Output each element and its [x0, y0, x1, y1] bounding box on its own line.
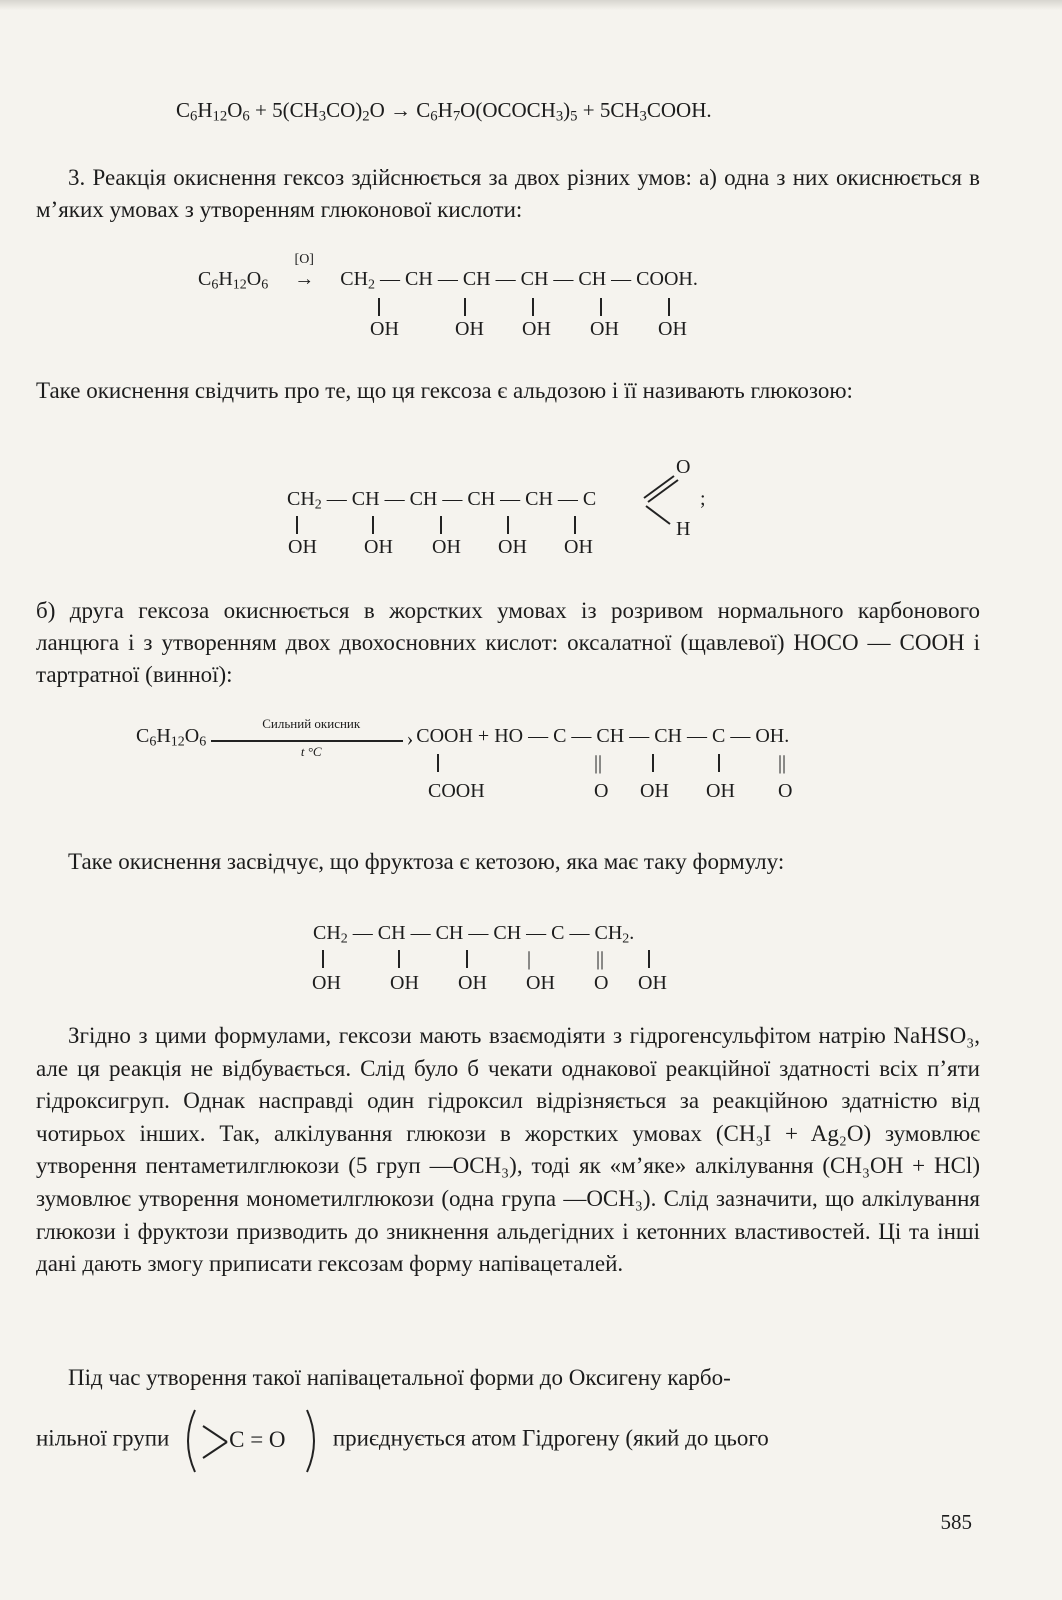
carbonyl-group: C = O — [181, 1420, 321, 1460]
paragraph-aldose: Таке окиснення свідчить про те, що ця гексоза є альдозою і її називають глюкозою: — [36, 378, 853, 403]
page-number: 585 — [940, 1510, 972, 1534]
temperature-label: t °C — [300, 744, 322, 759]
fructose-structure: $CH_2$ — CH — CH — CH — C — $CH_2$. — [313, 922, 635, 947]
acetylation-equation: $C_6H_{12}O_6 + 5(CH_3CO)_2O$ → $C_6H_7O(OCOCH_3)_5$ + $5CH_3COOH$. — [176, 98, 712, 125]
mild-oxidation-scheme: $C_6H_{12}O_6$ [O] → $CH_2$ — CH — CH — CH — CH — COOH. — [198, 252, 698, 293]
paragraph-hemiacetal: Згідно з цими формулами, гексози мають взаємодіяти з гідрогенсульфітом натрію NaHSO₃, але ця реакція не відбувається. Слід було б чекати однакової реакційної здатності всіх п’яти гідроксигруп. Однак насправді один гідроксил відрізняється за реакційною здатністю від чотирьох інших. Так, алкілування глюкози в жорстких умовах (CH₃I + Ag₂O) зумовлює утворення пентаметилглюкози (5 груп —OCH₃), тоді як «м’яке» алкілування (CH₃OH + HCl) зумовлює утворення монометилглюкози (одна група —OCH₃). Слід зазначити, що алкілування глюкози і фруктози призводить до зникнення альдегідних і кетонних властивостей. Ці та інші дані дають змогу приписати гексозам форму напівацеталей. — [36, 1023, 980, 1277]
carbonyl-line: нільної групи C = O приєднується атом Гідрогену (який до цього — [36, 1420, 980, 1460]
strong-oxidation-scheme: $C_6H_{12}O_6$ Сильний окисник t °C › COOH + HO — C — CH — CH — C — OH. — [136, 716, 790, 759]
paragraph-hard-oxidation: б) друга гексоза окиснюється в жорстких умовах із розривом нормального карбонового ланцюга і з утворенням двох двохосновних кислот: оксалатної (щавлевої) HOCO — COOH і тартратної (винної): — [36, 598, 980, 687]
glucose-structure: $CH_2$ — CH — CH — CH — CH — C — [287, 488, 597, 513]
document-page: $C_6H_{12}O_6 + 5(CH_3CO)_2O$ → $C_6H_7O(OCOCH_3)_5$ + $5CH_3COOH$. 3. Реакція окиснення гексоз здійснюється за двох різних умов: а) одна з них окиснюється в м’яких умовах з утворенням глюконової кислоти: $C_6H_{12}O_6$ [O] → $CH_2$ — CH — CH — CH — CH — COOH. OH OH OH OH OH Таке окиснення свідчить про те, що ця гексоза є альдозою і її називають глюкозою: $CH_2$ — CH — CH — CH — CH — C O H ; OH OH OH OH OH б) друга гексоза окиснюється в жорстких умовах із розривом нормального карбонового ланцюга і з утворенням двох двохосновних кислот: оксалатної (щавлевої) HOCO — COOH і тартратної (винної): $C_6H_{12}O_6$ Сильний окисник t °C › COOH + HO — C — CH — CH — C — OH. COOH || || O OH OH O Таке окиснення засвідчує, що фруктоза є кетозою, яка має таку формулу: $CH_2$ — CH — CH — CH — C — $CH_2$. | || OH OH OH OH O OH Згідно з цими формулами, гексози мають взаємодіяти з гідрогенсульфітом натрію NaHSO₃, але ця реакція не відбувається. Слід було б чекати однакової реакційної здатності всіх п’яти гідроксигруп. Однак насправді один гідроксил відрізняється за реакційною здатністю від чотирьох інших. Так, алкілування глюкози в жорстких умовах (CH₃I + Ag₂O) зумовлює утворення пентаметилглюкози (5 груп —OCH₃), тоді як «м’яке» алкілування (CH₃OH + HCl) зумовлює утворення монометилглюкози (одна група —OCH₃). Слід зазначити, що алкілування глюкози і фруктози призводить до зникнення альдегідних і кетонних властивостей. Ці та інші дані дають змогу приписати гексозам форму напівацеталей. Під час утворення такої напівацетальної форми до Оксигену карбо- нільної групи C = O приєднується атом Гідрогену (який до цього 585 — [0, 0, 1062, 1600]
strong-oxidant-label: Сильний окисник — [262, 716, 361, 731]
paragraph-hemiacetal-form: Під час утворення такої напівацетальної форми до Оксигену карбо- — [68, 1365, 731, 1390]
paragraph-oxidation-intro: 3. Реакція окиснення гексоз здійснюється за двох різних умов: а) одна з них окиснюється в м’яких умовах з утворенням глюконової кислоти: — [36, 165, 980, 222]
scan-shadow — [0, 0, 1062, 10]
oxidant-label: [O] — [294, 252, 314, 267]
paragraph-ketose: Таке окиснення засвідчує, що фруктоза є кетозою, яка має таку формулу: — [68, 849, 785, 874]
